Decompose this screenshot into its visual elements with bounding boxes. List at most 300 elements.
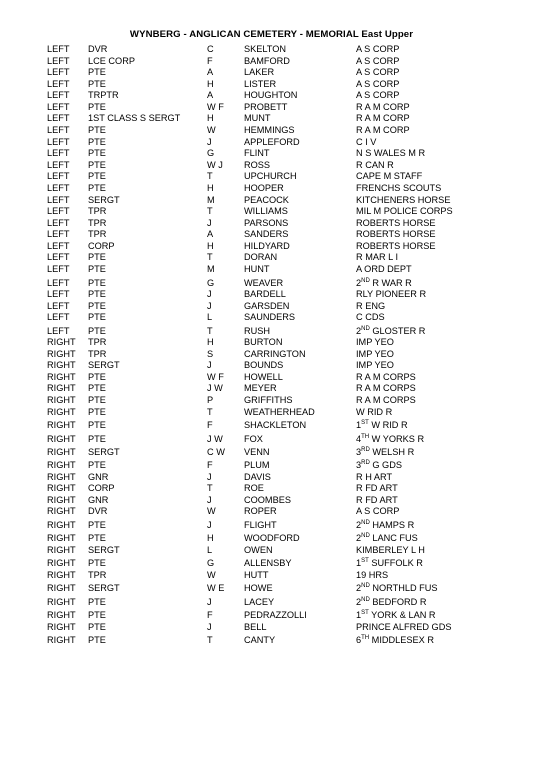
list-item <box>47 622 517 634</box>
surname-cell: BURTON <box>244 337 283 348</box>
unit-cell: R MAR L I <box>356 252 399 263</box>
surname-cell: FLINT <box>244 148 270 159</box>
unit-cell: PRINCE ALFRED GDS <box>356 621 452 632</box>
side-cell: RIGHT <box>47 360 76 371</box>
unit-cell: A ORD DEPT <box>356 263 412 274</box>
rank-cell: PTE <box>88 263 106 274</box>
list-item <box>47 372 517 384</box>
unit-cell: MIL M POLICE CORPS <box>356 206 453 217</box>
initials-cell: W F <box>207 371 224 382</box>
list-item <box>47 472 517 484</box>
unit-name: BEDFORD R <box>369 596 427 607</box>
rank-cell: SERGT <box>88 194 120 205</box>
list-item <box>47 337 517 349</box>
surname-cell: HUTT <box>244 569 269 580</box>
unit-cell <box>356 633 434 648</box>
rank-cell: PTE <box>88 433 106 444</box>
rank-cell: PTE <box>88 610 106 621</box>
unit-ordinal-suffix: TH <box>361 635 370 642</box>
unit-cell: R ENG <box>356 300 386 311</box>
side-cell: RIGHT <box>47 348 76 359</box>
list-item <box>47 432 517 445</box>
side-cell: RIGHT <box>47 558 76 569</box>
rank-cell: GNR <box>88 494 109 505</box>
initials-cell: A <box>207 229 214 240</box>
rank-cell: TPR <box>88 206 107 217</box>
side-cell: LEFT <box>47 136 70 147</box>
initials-cell: J <box>207 621 212 632</box>
unit-name: SUFFOLK R <box>368 558 423 569</box>
list-item <box>47 349 517 361</box>
rank-cell: SERGT <box>88 446 120 457</box>
surname-cell: FOX <box>244 433 263 444</box>
initials-cell: J W <box>207 383 223 394</box>
list-item <box>47 570 517 582</box>
unit-ordinal-number: 3 <box>356 446 362 457</box>
list-item <box>47 383 517 395</box>
initials-cell: F <box>207 420 213 431</box>
unit-cell: A S CORP <box>356 44 400 54</box>
surname-cell: ROE <box>244 483 264 494</box>
rank-cell: TRPTR <box>88 90 119 101</box>
initials-cell: T <box>207 206 213 217</box>
rank-cell: PTE <box>88 460 106 471</box>
list-item <box>47 183 517 195</box>
surname-cell: PROBETT <box>244 101 288 112</box>
rank-cell: SERGT <box>88 360 120 371</box>
initials-cell: L <box>207 544 213 555</box>
unit-cell: A S CORP <box>356 55 400 66</box>
initials-cell: T <box>207 635 213 646</box>
side-cell: RIGHT <box>47 583 76 594</box>
unit-ordinal-suffix: RD <box>361 446 370 453</box>
unit-ordinal-suffix: ND <box>361 277 370 284</box>
list-item <box>47 556 517 569</box>
unit-cell: A S CORP <box>356 506 400 517</box>
unit-name: HAMPS R <box>369 520 415 530</box>
unit-cell: W RID R <box>356 406 393 417</box>
rank-cell: PTE <box>88 406 106 417</box>
surname-cell: PLUM <box>244 460 270 471</box>
initials-cell: J W <box>207 433 223 444</box>
surname-cell: ROPER <box>244 506 277 517</box>
document-title: WYNBERG - ANGLICAN CEMETERY - MEMORIAL East Upper <box>129 29 414 40</box>
unit-ordinal-suffix: ND <box>361 325 370 332</box>
side-cell: RIGHT <box>47 446 76 457</box>
unit-cell: IMP YEO <box>356 360 394 371</box>
unit-ordinal-number: 2 <box>356 520 362 530</box>
side-cell: RIGHT <box>47 569 76 580</box>
initials-cell: J <box>207 471 212 482</box>
surname-cell: BOUNDS <box>244 360 284 371</box>
initials-cell: F <box>207 55 213 66</box>
unit-cell: R A M CORPS <box>356 383 416 394</box>
unit-cell: RLY PIONEER R <box>356 288 427 299</box>
unit-cell: A S CORP <box>356 90 400 101</box>
unit-cell: IMP YEO <box>356 348 394 359</box>
initials-cell: F <box>207 460 213 471</box>
list-item <box>47 483 517 495</box>
side-cell: LEFT <box>47 44 70 54</box>
side-cell: LEFT <box>47 55 70 66</box>
unit-cell: C I V <box>356 136 377 147</box>
rank-cell: CORP <box>88 483 115 494</box>
rank-cell: PTE <box>88 533 106 544</box>
initials-cell: G <box>207 277 215 288</box>
unit-cell: R FD ART <box>356 494 398 505</box>
initials-cell: J <box>207 300 212 311</box>
surname-cell: BAMFORD <box>244 55 290 66</box>
unit-ordinal-number: 2 <box>356 596 362 607</box>
rank-cell: CORP <box>88 240 115 251</box>
rank-cell: PTE <box>88 277 106 288</box>
unit-cell: C CDS <box>356 312 385 323</box>
initials-cell: J <box>207 596 212 607</box>
surname-cell: DAVIS <box>244 471 271 482</box>
initials-cell: H <box>207 182 214 193</box>
unit-ordinal-suffix: ND <box>361 583 370 590</box>
surname-cell: WEATHERHEAD <box>244 406 315 417</box>
initials-cell: G <box>207 148 215 159</box>
list-item <box>47 595 517 608</box>
initials-cell: T <box>207 171 213 182</box>
side-cell: RIGHT <box>47 394 76 405</box>
list-item <box>47 125 517 137</box>
side-cell: LEFT <box>47 229 70 240</box>
list-item <box>47 506 517 518</box>
list-item <box>47 418 517 431</box>
list-item <box>47 44 517 56</box>
initials-cell: C <box>207 44 214 54</box>
rank-cell: LCE CORP <box>88 55 135 66</box>
surname-cell: FLIGHT <box>244 520 277 530</box>
list-item <box>47 458 517 471</box>
surname-cell: SKELTON <box>244 44 287 54</box>
list-item <box>47 360 517 372</box>
unit-name: NORTHLD FUS <box>369 583 438 594</box>
initials-cell: G <box>207 558 215 569</box>
unit-cell: R A M CORP <box>356 101 410 112</box>
surname-cell: CANTY <box>244 635 276 646</box>
initials-cell: P <box>207 394 214 405</box>
initials-cell: L <box>207 312 213 323</box>
side-cell: RIGHT <box>47 383 76 394</box>
rank-cell: PTE <box>88 148 106 159</box>
unit-cell: R A M CORPS <box>356 371 416 382</box>
surname-cell: APPLEFORD <box>244 136 300 147</box>
rank-cell: PTE <box>88 125 106 136</box>
surname-cell: BELL <box>244 621 267 632</box>
list-item <box>47 137 517 149</box>
initials-cell: H <box>207 533 214 544</box>
list-item <box>47 445 517 458</box>
surname-cell: BARDELL <box>244 288 286 299</box>
rank-cell: GNR <box>88 471 109 482</box>
list-item <box>47 545 517 557</box>
unit-name: R WAR R <box>369 277 412 288</box>
initials-cell: T <box>207 406 213 417</box>
surname-cell: HUNT <box>244 263 270 274</box>
unit-name: W RID R <box>368 420 408 431</box>
side-cell: LEFT <box>47 312 70 323</box>
unit-ordinal-number: 3 <box>356 460 362 471</box>
surname-cell: ALLENSBY <box>244 558 292 569</box>
side-cell: RIGHT <box>47 621 76 632</box>
unit-cell: R CAN R <box>356 159 394 170</box>
surname-cell: VENN <box>244 446 270 457</box>
surname-cell: RUSH <box>244 325 271 336</box>
surname-cell: CARRINGTON <box>244 348 306 359</box>
unit-name: WELSH R <box>369 446 415 457</box>
side-cell: LEFT <box>47 90 70 101</box>
list-item <box>47 160 517 172</box>
unit-ordinal-number: 1 <box>356 420 362 431</box>
initials-cell: W <box>207 569 216 580</box>
surname-cell: COOMBES <box>244 494 291 505</box>
initials-cell: J <box>207 136 212 147</box>
rank-cell: TPR <box>88 348 107 359</box>
memorial-list <box>47 44 517 646</box>
side-cell: LEFT <box>47 263 70 274</box>
unit-ordinal-suffix: ST <box>361 610 369 617</box>
rank-cell: SERGT <box>88 544 120 555</box>
surname-cell: GRIFFITHS <box>244 394 293 405</box>
initials-cell: W J <box>207 159 223 170</box>
initials-cell: T <box>207 483 213 494</box>
unit-cell: ROBERTS HORSE <box>356 240 436 251</box>
surname-cell: SANDERS <box>244 229 289 240</box>
rank-cell: PTE <box>88 312 106 323</box>
unit-cell: A S CORP <box>356 78 400 89</box>
rank-cell: TPR <box>88 217 107 228</box>
rank-cell: PTE <box>88 558 106 569</box>
unit-ordinal-number: 2 <box>356 583 362 594</box>
surname-cell: OWEN <box>244 544 273 555</box>
list-item <box>47 56 517 68</box>
surname-cell: LISTER <box>244 78 277 89</box>
list-item <box>47 102 517 114</box>
initials-cell: C W <box>207 446 225 457</box>
side-cell: RIGHT <box>47 506 76 517</box>
surname-cell: ROSS <box>244 159 271 170</box>
initials-cell: M <box>207 263 215 274</box>
side-cell: LEFT <box>47 277 70 288</box>
list-item <box>47 608 517 621</box>
unit-ordinal-suffix: ST <box>361 558 369 565</box>
unit-cell: R FD ART <box>356 483 398 494</box>
side-cell: RIGHT <box>47 494 76 505</box>
surname-cell: WEAVER <box>244 277 284 288</box>
surname-cell: SHACKLETON <box>244 420 307 431</box>
list-item <box>47 79 517 91</box>
surname-cell: HILDYARD <box>244 240 290 251</box>
list-item <box>47 289 517 301</box>
initials-cell: J <box>207 494 212 505</box>
unit-ordinal-number: 1 <box>356 558 362 569</box>
surname-cell: WILLIAMS <box>244 206 288 217</box>
surname-cell: MUNT <box>244 113 271 124</box>
rank-cell: PTE <box>88 383 106 394</box>
unit-ordinal-suffix: ND <box>361 533 370 540</box>
side-cell: LEFT <box>47 325 70 336</box>
side-cell: LEFT <box>47 148 70 159</box>
surname-cell: LACEY <box>244 596 275 607</box>
side-cell: RIGHT <box>47 483 76 494</box>
list-item <box>47 518 517 531</box>
initials-cell: W <box>207 125 216 136</box>
initials-cell: H <box>207 78 214 89</box>
unit-cell: ROBERTS HORSE <box>356 217 436 228</box>
rank-cell: TPR <box>88 337 107 348</box>
list-item <box>47 312 517 324</box>
unit-ordinal-number: 2 <box>356 277 362 288</box>
side-cell: LEFT <box>47 67 70 78</box>
side-cell: RIGHT <box>47 596 76 607</box>
rank-cell: DVR <box>88 44 108 54</box>
side-cell: RIGHT <box>47 433 76 444</box>
unit-ordinal-suffix: RD <box>361 460 370 467</box>
side-cell: LEFT <box>47 78 70 89</box>
list-item <box>47 301 517 313</box>
side-cell: LEFT <box>47 194 70 205</box>
initials-cell: J <box>207 520 212 530</box>
unit-ordinal-number: 1 <box>356 610 362 621</box>
side-cell: LEFT <box>47 159 70 170</box>
unit-cell: N S WALES M R <box>356 148 426 159</box>
unit-name: G GDS <box>369 460 402 471</box>
rank-cell: PTE <box>88 520 106 530</box>
unit-ordinal-suffix: TH <box>361 433 370 440</box>
initials-cell: T <box>207 325 213 336</box>
list-item <box>47 113 517 125</box>
surname-cell: HOWELL <box>244 371 283 382</box>
unit-ordinal-number: 2 <box>356 325 362 336</box>
rank-cell: PTE <box>88 78 106 89</box>
list-item <box>47 395 517 407</box>
rank-cell: PTE <box>88 420 106 431</box>
side-cell: LEFT <box>47 206 70 217</box>
surname-cell: MEYER <box>244 383 277 394</box>
surname-cell: UPCHURCH <box>244 171 297 182</box>
initials-cell: T <box>207 252 213 263</box>
list-item <box>47 407 517 419</box>
side-cell: RIGHT <box>47 520 76 530</box>
rank-cell: PTE <box>88 182 106 193</box>
surname-cell: HOUGHTON <box>244 90 298 101</box>
rank-cell: PTE <box>88 136 106 147</box>
unit-ordinal-suffix: ST <box>361 420 369 427</box>
unit-name: YORK & LAN R <box>368 610 436 621</box>
rank-cell: PTE <box>88 325 106 336</box>
side-cell: LEFT <box>47 113 70 124</box>
unit-ordinal-number: 6 <box>356 635 362 646</box>
side-cell: LEFT <box>47 171 70 182</box>
initials-cell: F <box>207 610 213 621</box>
surname-cell: SAUNDERS <box>244 312 296 323</box>
rank-cell: PTE <box>88 371 106 382</box>
unit-cell: KIMBERLEY L H <box>356 544 425 555</box>
list-item <box>47 171 517 183</box>
side-cell: LEFT <box>47 217 70 228</box>
list-item <box>47 90 517 102</box>
side-cell: RIGHT <box>47 610 76 621</box>
list-item <box>47 252 517 264</box>
rank-cell: PTE <box>88 252 106 263</box>
unit-cell: R A M CORP <box>356 113 410 124</box>
list-item <box>47 218 517 230</box>
side-cell: RIGHT <box>47 635 76 646</box>
side-cell: RIGHT <box>47 460 76 471</box>
unit-cell: KITCHENERS HORSE <box>356 194 451 205</box>
initials-cell: H <box>207 113 214 124</box>
side-cell: LEFT <box>47 182 70 193</box>
surname-cell: HEMMINGS <box>244 125 295 136</box>
list-item <box>47 531 517 544</box>
side-cell: LEFT <box>47 101 70 112</box>
side-cell: RIGHT <box>47 533 76 544</box>
initials-cell: A <box>207 90 214 101</box>
rank-cell: PTE <box>88 621 106 632</box>
side-cell: RIGHT <box>47 420 76 431</box>
list-item <box>47 324 517 337</box>
list-item <box>47 276 517 289</box>
initials-cell: M <box>207 194 215 205</box>
surname-cell: WOODFORD <box>244 533 300 544</box>
surname-cell: HOWE <box>244 583 273 594</box>
rank-cell: PTE <box>88 67 106 78</box>
list-item <box>47 67 517 79</box>
list-item <box>47 633 517 646</box>
unit-name: GLOSTER R <box>369 325 426 336</box>
initials-cell: J <box>207 360 212 371</box>
unit-cell: IMP YEO <box>356 337 394 348</box>
rank-cell: PTE <box>88 101 106 112</box>
unit-cell: FRENCHS SCOUTS <box>356 182 442 193</box>
rank-cell: PTE <box>88 394 106 405</box>
initials-cell: W F <box>207 101 224 112</box>
surname-cell: GARSDEN <box>244 300 290 311</box>
list-item <box>47 229 517 241</box>
initials-cell: W <box>207 506 216 517</box>
unit-cell: R H ART <box>356 471 393 482</box>
rank-cell: DVR <box>88 506 108 517</box>
unit-cell: R A M CORPS <box>356 394 416 405</box>
side-cell: RIGHT <box>47 406 76 417</box>
rank-cell: PTE <box>88 300 106 311</box>
unit-cell: CAPE M STAFF <box>356 171 423 182</box>
unit-cell: A S CORP <box>356 67 400 78</box>
list-item <box>47 581 517 594</box>
rank-cell: 1ST CLASS S SERGT <box>88 113 181 124</box>
initials-cell: A <box>207 67 214 78</box>
list-item <box>47 195 517 207</box>
surname-cell: HOOPER <box>244 182 284 193</box>
unit-cell: ROBERTS HORSE <box>356 229 436 240</box>
side-cell: RIGHT <box>47 337 76 348</box>
surname-cell: PEACOCK <box>244 194 289 205</box>
rank-cell: PTE <box>88 288 106 299</box>
side-cell: RIGHT <box>47 371 76 382</box>
initials-cell: J <box>207 288 212 299</box>
list-item <box>47 148 517 160</box>
side-cell: LEFT <box>47 240 70 251</box>
side-cell: LEFT <box>47 300 70 311</box>
side-cell: RIGHT <box>47 544 76 555</box>
initials-cell: J <box>207 217 212 228</box>
unit-name: W YORKS R <box>369 433 425 444</box>
unit-ordinal-suffix: ND <box>361 596 370 603</box>
unit-cell: R A M CORP <box>356 125 410 136</box>
